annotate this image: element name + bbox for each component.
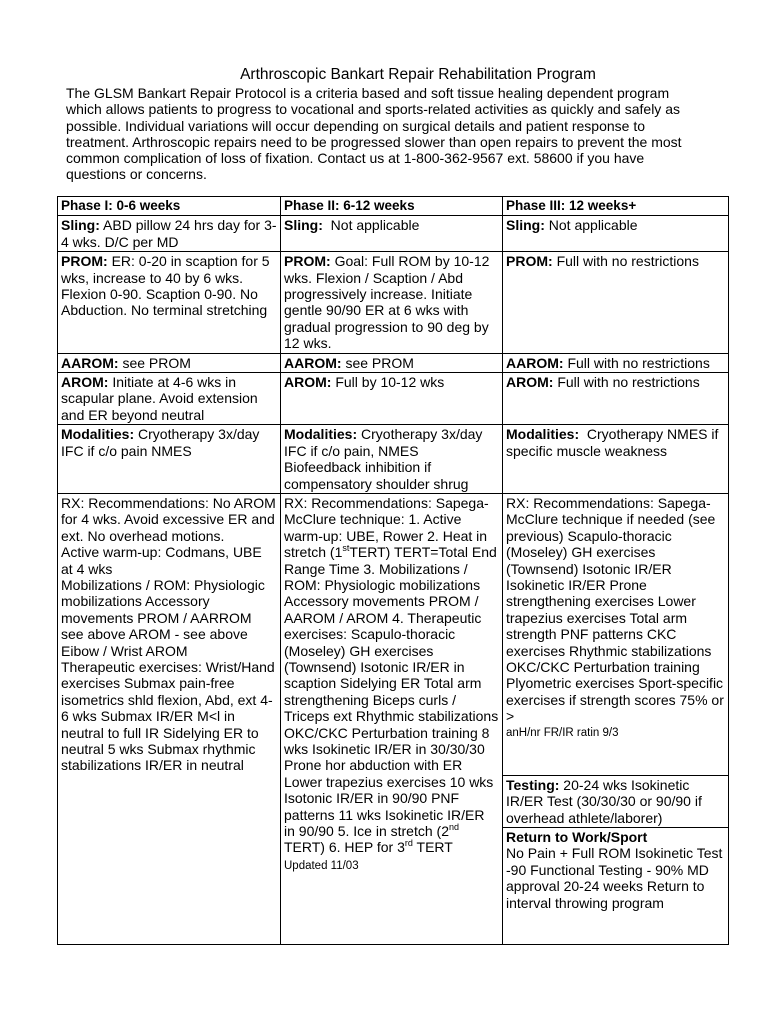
aarom-phase-2-text: see PROM [345,354,414,371]
arom-label: AROM: [284,374,332,391]
arom-phase-2 [281,373,503,425]
intro-paragraph: The GLSM Bankart Repair Protocol is a criteria based and soft tissue healing dependent program which allows patients to progress to vocational and sports-related activities as quickly and safely as possible. Individual variations will occur depending on surgical details and patient response to treatment. Arthroscopic repairs need to be progressed slower than open repairs to prevent the most common complication of loss of fixation. Contact us at 1-800-362-9567 ext. 58600 if you have questions or concerns. [66,85,682,183]
modalities-label: Modalities: [506,426,580,443]
rx-phase-1-line: RX: Recommendations: No AROM for 4 wks. Avoid excessive ER and ext. No overhead motions. [61,494,276,544]
arom-phase-1 [58,373,281,425]
aarom-phase-1-text: see PROM [122,354,191,371]
testing-phase-3 [503,775,729,827]
testing-text: 20-24 wks Isokinetic IR/ER Test (30/30/30 or 90/90 if overhead athlete/laborer) [506,776,702,826]
rx-phase-1-line: Therapeutic exercises: Wrist/Hand exercises Submax pain-free isometrics shld flexion, Abd, ext 4-6 wks Submax IR/ER M<l in neutral to full IR Sidelying ER to neutral 5 wks Submax rhythmic stabilizations IR/ER in neutral [61,658,275,774]
arom-row [58,373,729,425]
return-phase-3 [503,827,729,944]
prom-phase-2-text: Goal: Full ROM by 10-12 wks. Flexion / Scaption / Abd progressively increase. Initiate gentle 90/90 ER at 6 wks with gradual progression to 90 deg by 12 wks. [284,253,490,352]
rehab-protocol-table [57,196,729,945]
aarom-phase-2 [281,353,503,372]
document-title: Arthroscopic Bankart Repair Rehabilitation Program [240,66,596,83]
aarom-label: AAROM: [61,354,119,371]
modalities-phase-3-text: Cryotherapy NMES if specific muscle weakness [506,426,719,459]
modalities-row [58,425,729,494]
rx-phase-1 [58,493,281,944]
modalities-label: Modalities: [61,426,135,443]
modalities-phase-1 [58,425,281,494]
arom-label: AROM: [61,374,109,391]
return-label: Return to Work/Sport [506,828,648,845]
sling-phase-2 [281,216,503,252]
rx-phase-2-text: RX: Recommendations: Sapega-McClure technique: 1. Active warm-up: UBE, Rower 2. Heat in stretch (1 [284,494,489,561]
aarom-row [58,353,729,372]
sling-phase-2-text: Not applicable [330,217,420,234]
rx-phase-3-text: RX: Recommendations: Sapega-McClure technique if needed (see previous) Scapulo-thoracic (Moseley) GH exercises (Townsend) Isotonic IR/ER Isokinetic IR/ER Prone strengthening exercises Lower trapezius exercises Total arm strength PNF patterns CKC exercises Rhythmic stabilizations OKC/CKC Perturbation training Plyometric exercises Sport-specific exercises if strength scores 75% or > [506,494,724,725]
sling-row [58,216,729,252]
rx-phase-2-text: TERT) 6. HEP for 3 [284,839,405,856]
prom-phase-3-text: Full with no restrictions [556,253,699,270]
prom-phase-3 [503,252,729,353]
aarom-phase-1 [58,353,281,372]
rx-phase-1-line: Active warm-up: Codmans, UBE at 4 wks [61,544,262,577]
modalities-phase-1-text: Cryotherapy 3x/day IFC if c/o pain NMES [61,426,260,459]
rx-phase-2-text: TERT) TERT=Total End Range Time 3. Mobilizations / ROM: Physiologic mobilizations Accessory movements PROM / AAROM / AROM 4. Therapeutic exercises: Scapulo-thoracic (Moseley) GH exercises (Townsend) Isotonic IR/ER in scaption Sidelying ER Total arm strengthening Biceps curls / Triceps ext Rhythmic stabilizations OKC/CKC Perturbation training 8 wks Isokinetic IR/ER in 30/30/30 Prone hor abduction with ER Lower trapezius exercises 10 wks Isotonic IR/ER in 90/90 PNF patterns 11 wks Isokinetic IR/ER in 90/90 5. Ice in stretch (2 [284,544,499,840]
prom-label: PROM: [61,253,108,270]
aarom-phase-3 [503,353,729,372]
prom-phase-1-text: ER: 0-20 in scaption for 5 wks, increase to 40 by 6 wks. Flexion 0-90. Scaption 0-90. No Abduction. No terminal stretching [61,253,270,319]
prom-label: PROM: [506,253,553,270]
sling-phase-1-text: ABD pillow 24 hrs day for 3- 4 wks. D/C per MD [61,217,277,250]
sling-phase-3 [503,216,729,252]
arom-phase-3 [503,373,729,425]
return-text: No Pain + Full ROM Isokinetic Test -90 Functional Testing - 90% MD approval 20-24 weeks Return to interval throwing program [506,845,723,911]
phase-3-header: Phase III: 12 weeks+ [503,197,729,216]
rx-row [58,493,729,775]
superscript: rd [404,838,413,849]
testing-label: Testing: [506,776,560,793]
arom-phase-1-text: Initiate at 4-6 wks in scapular plane. Avoid extension and ER beyond neutral [61,374,258,423]
modalities-phase-2-text: Cryotherapy 3x/day IFC if c/o pain, NMES Biofeedback inhibition if compensatory shoulder shrug [284,426,483,492]
header-row [58,197,729,216]
arom-phase-3-text: Full with no restrictions [557,374,700,391]
superscript: st [342,543,350,554]
aarom-phase-3-text: Full with no restrictions [567,354,710,371]
rx-phase-3-note: anH/nr FR/IR ratin 9/3 [506,726,619,739]
sling-label: Sling: [506,217,545,234]
aarom-label: AAROM: [284,354,342,371]
prom-row [58,252,729,353]
updated-note: Updated 11/03 [284,859,359,872]
sling-label: Sling: [284,217,323,234]
aarom-label: AAROM: [506,354,564,371]
modalities-phase-3 [503,425,729,494]
phase-1-header: Phase I: 0-6 weeks [58,197,281,216]
modalities-phase-2 [281,425,503,494]
arom-phase-2-text: Full by 10-12 wks [335,374,445,391]
arom-label: AROM: [506,374,554,391]
sling-label: Sling: [61,217,100,234]
prom-label: PROM: [284,253,331,270]
prom-phase-2 [281,252,503,353]
rx-phase-3 [503,493,729,775]
modalities-label: Modalities: [284,426,358,443]
superscript: nd [448,822,459,833]
sling-phase-1 [58,216,281,252]
sling-phase-3-text: Not applicable [548,217,638,234]
prom-phase-1 [58,252,281,353]
phase-2-header: Phase II: 6-12 weeks [281,197,503,216]
rx-phase-1-line: Mobilizations / ROM: Physiologic mobilizations Accessory movements PROM / AARROM see above AROM - see above Eibow / Wrist AROM [61,576,265,659]
rx-phase-2 [281,493,503,944]
rx-phase-2-text: TERT [412,839,453,856]
